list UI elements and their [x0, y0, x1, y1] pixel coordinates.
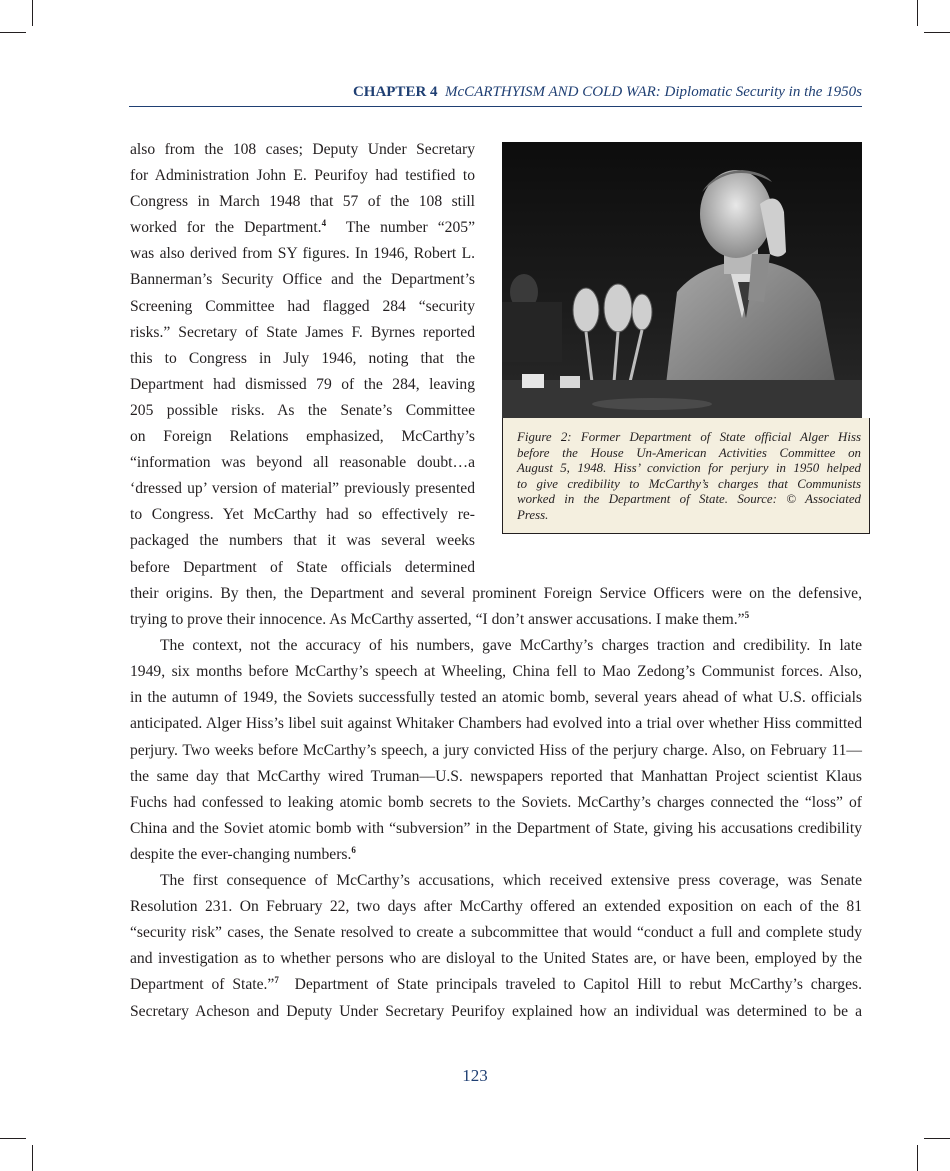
text-line [130, 607, 862, 633]
caption-line: worked in the Department of State. Source: © Associated [517, 492, 861, 506]
footnote-ref[interactable]: 7 [274, 975, 279, 986]
text-line: in the autumn of 1949, the Soviets successfully tested an atomic bomb, several years ahead of what U.S. officials [130, 689, 862, 707]
crop-mark [924, 1138, 950, 1139]
column-text [130, 137, 475, 581]
footnote-ref[interactable]: 6 [351, 844, 356, 855]
text-line: for Administration John E. Peurifoy had testified to [130, 167, 475, 185]
caption-line: August 5, 1948. Hiss’ conviction for perjury in 1950 helped [517, 461, 861, 475]
text-line: ‘dressed up’ version of material” previously presented [130, 480, 475, 498]
text-line: also from the 108 cases; Deputy Under Secretary [130, 141, 475, 158]
text-line: 205 possible risks. As the Senate’s Committee [130, 401, 475, 419]
text-line: China and the Soviet atomic bomb with “subversion” in the Department of State, giving his accusations credibility [130, 819, 862, 837]
text-line: was also derived from SY figures. In 1946, Robert L. [130, 245, 475, 263]
text-line [130, 842, 862, 868]
text-line: “security risk” cases, the Senate resolved to create a subcommittee that would “conduct a full and complete study [130, 924, 862, 942]
text-line: Fuchs had confessed to leaking atomic bomb secrets to the Soviets. McCarthy’s charges connected the “loss” of [130, 793, 862, 811]
text-line: their origins. By then, the Department and several prominent Foreign Service Officers were on the defensive, [130, 585, 862, 602]
running-head [129, 84, 862, 101]
text-fragment: Department of State.” [130, 976, 275, 994]
crop-mark [0, 32, 26, 33]
photo-alger-hiss [502, 142, 862, 418]
text-line: Bannerman’s Security Office and the Department’s [130, 271, 475, 289]
caption-line: before the House Un-American Activities Committee on [517, 445, 861, 460]
text-line: to Congress. Yet McCarthy had so effectively re- [130, 506, 475, 524]
crop-mark [917, 0, 918, 26]
text-fragment: worked for the Department. [130, 219, 322, 237]
text-line [130, 215, 475, 241]
header-rule [129, 106, 862, 107]
caption-line: Figure 2: Former Department of State official Alger Hiss [517, 430, 861, 444]
text-line: and investigation as to whether persons who are disloyal to the United States are, or have been, employed by the [130, 950, 862, 968]
text-line: Screening Committee had flagged 284 “security [130, 297, 475, 315]
text-line: Resolution 231. On February 22, two days after McCarthy offered an extended exposition on each of the 81 [130, 898, 862, 916]
chapter-title: McCARTHYISM AND COLD WAR: Diplomatic Security in the 1950s [445, 84, 862, 100]
text-line: on Foreign Relations emphasized, McCarthy’s [130, 428, 475, 446]
text-line: perjury. Two weeks before McCarthy’s speech, a jury convicted Hiss of the perjury charge. Also, on February 11— [130, 741, 862, 759]
crop-mark [0, 1138, 26, 1139]
text-line: The context, not the accuracy of his numbers, gave McCarthy’s charges traction and credibility. In late [160, 637, 862, 655]
text-line: Secretary Acheson and Deputy Under Secretary Peurifoy explained how an individual was determined to be a [130, 1002, 862, 1020]
text-line: Congress in March 1948 that 57 of the 108 still [130, 193, 475, 211]
text-line: risks.” Secretary of State James F. Byrnes reported [130, 323, 475, 341]
text-line: the same day that McCarthy wired Truman—U.S. newspapers reported that Manhattan Project scientist Klaus [130, 767, 862, 785]
text-line: before Department of State officials determined [130, 558, 475, 576]
figure [502, 142, 862, 534]
text-line: “information was beyond all reasonable doubt…a [130, 454, 475, 472]
text-fragment: trying to prove their innocence. As McCarthy asserted, “I don’t answer accusations. I make them.” [130, 611, 745, 629]
crop-mark [917, 1145, 918, 1171]
crop-mark [924, 32, 950, 33]
text-fragment: Department of State principals traveled to Capitol Hill to rebut McCarthy’s charges. [294, 976, 862, 994]
body-text [130, 581, 862, 1025]
text-line: anticipated. Alger Hiss’s libel suit against Whitaker Chambers had evolved into a trial over whether Hiss committed [130, 715, 862, 733]
chapter-label: CHAPTER 4 [352, 84, 438, 100]
text-line: this to Congress in July 1946, noting that the [130, 349, 475, 367]
text-line: Department had dismissed 79 of the 284, leaving [130, 375, 475, 393]
crop-mark [32, 1145, 33, 1171]
text-line: The first consequence of McCarthy’s accusations, which received extensive press coverage, was Senate [160, 872, 862, 890]
text-line: packaged the numbers that it was several weeks [130, 532, 475, 550]
footnote-ref[interactable]: 5 [744, 610, 750, 621]
crop-mark [32, 0, 33, 26]
figure-caption [502, 418, 870, 534]
caption-line: to give credibility to McCarthy’s charges that Communists [517, 476, 861, 491]
text-line [130, 972, 862, 998]
footnote-ref[interactable]: 4 [321, 218, 327, 229]
caption-line: Press. [517, 507, 549, 522]
text-line: 1949, six months before McCarthy’s speech at Wheeling, China fell to Mao Zedong’s Communist forces. Also, [130, 663, 862, 681]
page-number: 123 [462, 1066, 488, 1085]
text-fragment: The number “205” [345, 219, 475, 237]
text-fragment: despite the ever-changing numbers. [130, 845, 352, 863]
